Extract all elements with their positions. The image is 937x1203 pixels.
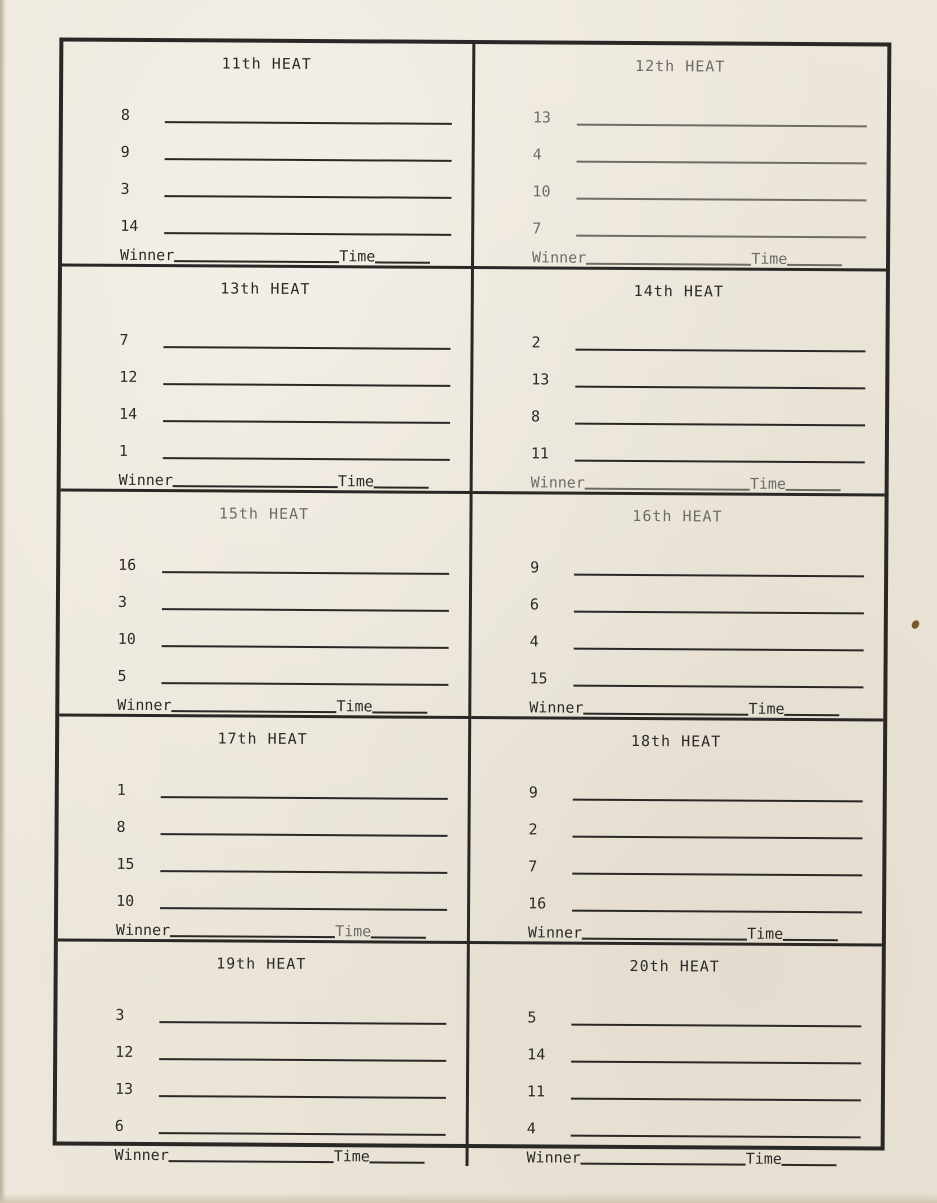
- entry-write-line[interactable]: [159, 1011, 446, 1025]
- entry-write-line[interactable]: [575, 413, 865, 427]
- entry-write-line[interactable]: [575, 450, 865, 464]
- entry-write-line[interactable]: [574, 601, 864, 615]
- heat-box-16: [471, 494, 884, 722]
- entry-row: [116, 874, 447, 913]
- entry-row: [120, 199, 451, 238]
- heat-title: 17th HEAT: [217, 729, 308, 748]
- entry-row: [530, 540, 864, 579]
- winner-label: Winner: [532, 248, 587, 267]
- entry-number: 2: [531, 333, 541, 352]
- winner-write-line[interactable]: [582, 924, 747, 941]
- entry-row: [527, 1101, 861, 1140]
- heat-title: 18th HEAT: [630, 731, 722, 751]
- entry-number: 7: [119, 330, 129, 349]
- entry-number: 1: [116, 780, 126, 799]
- entry-row: [533, 90, 867, 129]
- entry-write-line[interactable]: [164, 222, 451, 236]
- entry-write-line[interactable]: [165, 111, 452, 125]
- entry-write-line[interactable]: [162, 598, 449, 612]
- heat-box-14: [473, 269, 886, 497]
- time-label: Time: [749, 474, 787, 493]
- entry-row: [117, 763, 448, 802]
- entry-row: [119, 424, 450, 463]
- result-row: [119, 471, 450, 491]
- entry-write-line[interactable]: [573, 675, 863, 689]
- entry-number: 7: [528, 857, 538, 876]
- winner-label: Winner: [114, 1145, 169, 1165]
- winner-write-line[interactable]: [581, 1149, 746, 1166]
- entry-row: [533, 127, 867, 166]
- result-row: [531, 473, 865, 493]
- time-write-line[interactable]: [785, 700, 840, 716]
- heat-title: 12th HEAT: [635, 56, 726, 76]
- entry-write-line[interactable]: [571, 1088, 861, 1102]
- entry-row: [115, 988, 446, 1027]
- time-write-line[interactable]: [783, 925, 838, 941]
- time-label: Time: [748, 699, 785, 718]
- heat-grid: [53, 37, 892, 1168]
- entry-write-line[interactable]: [159, 1122, 446, 1136]
- entry-number: 4: [532, 145, 542, 164]
- heat-box-11: [62, 41, 475, 269]
- entry-row: [119, 313, 450, 352]
- result-row: [115, 1146, 446, 1166]
- entry-number: 8: [120, 105, 131, 124]
- heat-box-20: [469, 944, 882, 1169]
- entry-number: 8: [531, 407, 541, 426]
- entry-number: 5: [117, 666, 127, 685]
- entry-write-line[interactable]: [572, 900, 862, 914]
- winner-label: Winner: [117, 695, 172, 715]
- entry-number: 10: [117, 629, 136, 648]
- entry-write-line[interactable]: [573, 826, 863, 840]
- entry-number: 9: [530, 558, 540, 577]
- time-write-line[interactable]: [371, 922, 426, 938]
- entry-write-line[interactable]: [577, 114, 867, 128]
- heat-box-18: [470, 719, 883, 947]
- winner-label: Winner: [527, 923, 583, 942]
- heat-title: 19th HEAT: [216, 954, 307, 973]
- entry-number: 3: [117, 592, 128, 611]
- winner-write-line[interactable]: [585, 474, 750, 491]
- entry-number: 11: [530, 444, 549, 463]
- entry-row: [115, 1099, 446, 1138]
- entry-row: [118, 538, 449, 577]
- entry-number: 16: [118, 555, 137, 574]
- entry-number: 11: [526, 1082, 546, 1101]
- entry-row: [116, 837, 447, 876]
- entry-write-line[interactable]: [159, 1048, 446, 1062]
- winner-label: Winner: [118, 470, 173, 490]
- entry-number: 10: [116, 891, 135, 910]
- time-write-line[interactable]: [374, 472, 429, 488]
- entry-row: [115, 1062, 446, 1101]
- entry-number: 7: [532, 219, 542, 238]
- entry-write-line[interactable]: [575, 339, 865, 353]
- entry-row: [118, 575, 449, 614]
- entry-write-line[interactable]: [161, 823, 448, 837]
- winner-label: Winner: [530, 473, 585, 492]
- entry-number: 9: [120, 142, 130, 161]
- entry-write-line[interactable]: [160, 860, 447, 874]
- heat-title: 13th HEAT: [220, 279, 311, 299]
- entry-number: 14: [119, 404, 138, 423]
- entry-row: [117, 800, 448, 839]
- entry-row: [528, 839, 862, 878]
- entry-number: 16: [528, 894, 547, 913]
- entry-row: [121, 125, 452, 164]
- entry-number: 13: [114, 1079, 134, 1098]
- entry-write-line[interactable]: [574, 564, 864, 578]
- time-label: Time: [747, 924, 784, 943]
- time-write-line[interactable]: [375, 247, 430, 263]
- entry-write-line[interactable]: [576, 188, 866, 202]
- entry-write-line[interactable]: [572, 863, 862, 877]
- time-label: Time: [337, 472, 375, 491]
- page-bottom-edge: [0, 1193, 937, 1203]
- entry-write-line[interactable]: [163, 410, 450, 424]
- heat-box-19: [57, 941, 470, 1166]
- heat-box-17: [58, 716, 471, 944]
- time-label: Time: [339, 247, 376, 266]
- entry-row: [528, 876, 862, 915]
- entry-number: 9: [528, 783, 538, 802]
- heat-title: 20th HEAT: [629, 956, 720, 976]
- entry-write-line[interactable]: [571, 1051, 861, 1065]
- winner-write-line[interactable]: [171, 696, 336, 713]
- heat-title: 11th HEAT: [221, 54, 312, 74]
- entry-write-line[interactable]: [163, 373, 450, 387]
- entry-row: [529, 651, 863, 690]
- entry-number: 12: [115, 1042, 134, 1061]
- entry-number: 3: [120, 179, 130, 198]
- entry-row: [119, 387, 450, 426]
- time-write-line[interactable]: [370, 1147, 425, 1163]
- heat-title: 15th HEAT: [218, 504, 310, 524]
- time-label: Time: [336, 697, 373, 716]
- entry-number: 13: [531, 370, 550, 389]
- time-label: Time: [333, 1147, 370, 1166]
- entry-row: [531, 315, 865, 354]
- winner-label: Winner: [115, 920, 171, 940]
- entry-write-line[interactable]: [163, 447, 450, 461]
- winner-label: Winner: [526, 1148, 581, 1167]
- entry-write-line[interactable]: [577, 151, 867, 165]
- heat-box-13: [61, 266, 474, 494]
- time-label: Time: [745, 1149, 782, 1168]
- entry-number: 6: [529, 595, 540, 614]
- result-row: [528, 923, 862, 943]
- winner-label: Winner: [529, 698, 584, 717]
- winner-write-line[interactable]: [583, 699, 748, 716]
- entry-row: [117, 649, 448, 688]
- entry-write-line[interactable]: [573, 789, 863, 803]
- page-binding-edge: [0, 0, 6, 1203]
- entry-number: 14: [527, 1045, 546, 1064]
- entry-number: 2: [528, 820, 538, 839]
- entry-number: 5: [527, 1008, 537, 1027]
- entry-number: 3: [115, 1005, 125, 1024]
- entry-row: [527, 1027, 861, 1066]
- entry-write-line[interactable]: [574, 638, 864, 652]
- time-write-line[interactable]: [782, 1150, 837, 1166]
- entry-number: 10: [532, 182, 551, 201]
- entry-row: [527, 990, 861, 1029]
- entry-row: [531, 389, 865, 428]
- entry-number: 1: [118, 441, 128, 460]
- result-row: [532, 248, 866, 268]
- entry-row: [118, 612, 449, 651]
- entry-row: [532, 201, 866, 240]
- entry-number: 6: [114, 1116, 124, 1135]
- entry-row: [121, 88, 452, 127]
- ink-spot: [910, 619, 921, 630]
- entry-number: 15: [529, 669, 548, 688]
- entry-row: [115, 1025, 446, 1064]
- entry-write-line[interactable]: [571, 1125, 861, 1139]
- time-label: Time: [335, 922, 372, 941]
- entry-number: 4: [526, 1119, 536, 1138]
- entry-write-line[interactable]: [162, 635, 449, 649]
- entry-number: 4: [529, 632, 539, 651]
- time-write-line[interactable]: [373, 697, 428, 713]
- entry-row: [532, 164, 866, 203]
- time-label: Time: [751, 249, 788, 268]
- result-row: [529, 698, 863, 718]
- entry-number: 13: [532, 108, 552, 127]
- entry-write-line[interactable]: [164, 185, 451, 199]
- entry-write-line[interactable]: [162, 561, 449, 575]
- entry-write-line[interactable]: [163, 336, 450, 350]
- entry-write-line[interactable]: [571, 1014, 861, 1028]
- heat-box-12: [474, 44, 887, 272]
- heat-title: 14th HEAT: [633, 281, 725, 301]
- entry-write-line[interactable]: [576, 225, 866, 239]
- entry-number: 14: [120, 216, 139, 235]
- result-row: [117, 696, 448, 716]
- entry-write-line[interactable]: [165, 148, 452, 162]
- entry-row: [531, 352, 865, 391]
- entry-row: [530, 577, 864, 616]
- winner-write-line[interactable]: [586, 249, 751, 266]
- entry-number: 8: [116, 817, 126, 836]
- entry-write-line[interactable]: [161, 786, 448, 800]
- entry-row: [529, 765, 863, 804]
- entry-write-line[interactable]: [575, 376, 865, 390]
- winner-write-line[interactable]: [173, 471, 338, 488]
- entry-number: 12: [119, 367, 138, 386]
- entry-write-line[interactable]: [159, 1085, 446, 1099]
- winner-label: Winner: [120, 245, 175, 265]
- entry-row: [120, 162, 451, 201]
- entry-row: [119, 350, 450, 389]
- entry-row: [531, 426, 865, 465]
- entry-write-line[interactable]: [160, 897, 447, 911]
- result-row: [527, 1148, 861, 1168]
- time-write-line[interactable]: [786, 475, 841, 491]
- winner-write-line[interactable]: [170, 921, 335, 938]
- heat-title: 16th HEAT: [632, 506, 723, 526]
- entry-write-line[interactable]: [161, 672, 448, 686]
- entry-row: [530, 614, 864, 653]
- entry-row: [529, 802, 863, 841]
- winner-write-line[interactable]: [169, 1146, 334, 1163]
- heat-box-15: [59, 491, 472, 719]
- time-write-line[interactable]: [787, 250, 842, 266]
- entry-row: [527, 1064, 861, 1103]
- entry-number: 15: [116, 854, 135, 873]
- result-row: [116, 921, 447, 941]
- result-row: [120, 246, 451, 266]
- winner-write-line[interactable]: [174, 246, 339, 263]
